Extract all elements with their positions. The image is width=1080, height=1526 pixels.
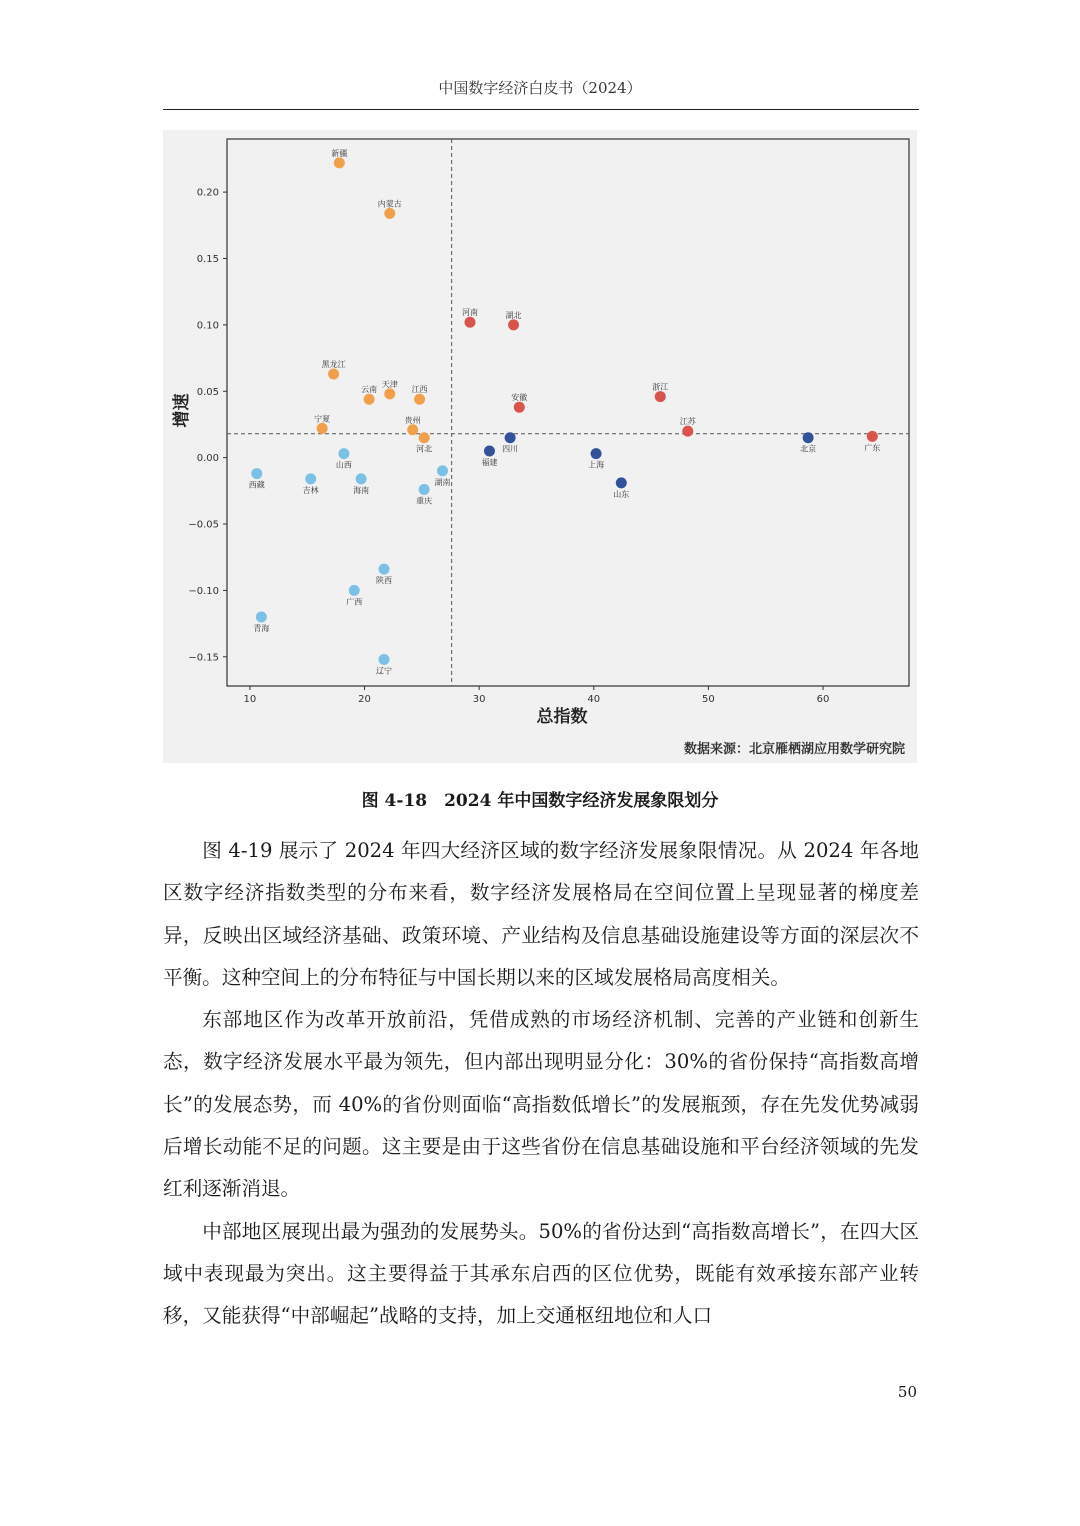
page-number: 50 bbox=[897, 1383, 917, 1401]
point-label: 湖北 bbox=[505, 310, 522, 320]
y-tick-label: 0.15 bbox=[196, 253, 219, 265]
y-tick-label: 0.00 bbox=[196, 453, 219, 465]
point-label: 山西 bbox=[335, 460, 352, 470]
data-point bbox=[655, 391, 666, 402]
data-point bbox=[464, 317, 475, 328]
x-tick-label: 60 bbox=[816, 694, 830, 705]
data-point bbox=[356, 473, 367, 484]
y-tick-label: −0.05 bbox=[188, 519, 219, 531]
x-tick-label: 10 bbox=[243, 694, 257, 705]
data-point bbox=[379, 564, 390, 575]
data-point bbox=[384, 388, 395, 399]
point-label: 福建 bbox=[481, 458, 498, 468]
point-label: 江苏 bbox=[679, 417, 696, 427]
point-label: 吉林 bbox=[302, 485, 319, 495]
point-label: 辽宁 bbox=[376, 666, 393, 676]
y-tick-label: 0.05 bbox=[196, 386, 219, 398]
data-point bbox=[305, 473, 316, 484]
data-point bbox=[338, 448, 349, 459]
body-text bbox=[163, 830, 919, 1338]
x-tick-label: 50 bbox=[702, 694, 715, 705]
y-tick-label: −0.10 bbox=[188, 585, 219, 597]
data-point bbox=[384, 208, 395, 219]
data-point bbox=[349, 585, 360, 596]
header-rule bbox=[163, 109, 919, 110]
x-tick-label: 20 bbox=[358, 694, 371, 705]
point-label: 广西 bbox=[346, 597, 363, 607]
point-label: 陕西 bbox=[376, 576, 393, 586]
paragraph: 中部地区展现出最为强劲的发展势头。50%的省份达到“高指数高增长”，在四大区域中表现最为突出。这主要得益于其承东启西的区位优势，既能有效承接东部产业转移，又能获得“中部崛起”战略的支持，加上交通枢纽地位和人口 bbox=[163, 1219, 919, 1328]
data-point bbox=[419, 432, 430, 443]
data-point bbox=[508, 319, 519, 330]
data-point bbox=[251, 468, 262, 479]
data-point bbox=[803, 432, 814, 443]
y-tick-label: 0.20 bbox=[196, 187, 219, 199]
point-label: 黑龙江 bbox=[321, 359, 346, 369]
point-label: 海南 bbox=[353, 485, 370, 495]
data-point bbox=[256, 611, 267, 622]
point-label: 上海 bbox=[588, 460, 605, 470]
x-tick-label: 30 bbox=[472, 694, 486, 705]
data-point bbox=[317, 423, 328, 434]
data-point bbox=[867, 431, 878, 442]
data-point bbox=[484, 446, 495, 457]
source-note: 数据来源：北京雁栖湖应用数学研究院 bbox=[683, 742, 905, 757]
point-label: 新疆 bbox=[331, 148, 348, 158]
point-label: 天津 bbox=[381, 379, 398, 389]
point-label: 浙江 bbox=[652, 382, 669, 392]
y-tick-label: 0.10 bbox=[196, 320, 219, 332]
point-label: 青海 bbox=[253, 623, 270, 633]
scatter-chart bbox=[163, 130, 917, 763]
figure-caption: 图 4-18 2024 年中国数字经济发展象限划分 bbox=[361, 791, 719, 811]
data-point bbox=[407, 424, 418, 435]
data-point bbox=[364, 394, 375, 405]
point-label: 重庆 bbox=[416, 496, 433, 506]
data-point bbox=[334, 157, 345, 168]
data-point bbox=[682, 426, 693, 437]
point-label: 四川 bbox=[502, 444, 519, 454]
point-label: 湖南 bbox=[434, 477, 451, 487]
point-label: 宁夏 bbox=[314, 414, 331, 424]
y-axis-label: 增速 bbox=[172, 393, 192, 428]
x-axis-label: 总指数 bbox=[536, 707, 588, 727]
point-label: 广东 bbox=[864, 443, 881, 453]
data-point bbox=[437, 465, 448, 476]
point-label: 西藏 bbox=[248, 480, 265, 490]
y-tick-label: −0.15 bbox=[188, 652, 219, 664]
point-label: 安徽 bbox=[511, 393, 528, 403]
data-point bbox=[514, 402, 525, 413]
point-label: 河南 bbox=[461, 308, 478, 318]
point-label: 河北 bbox=[416, 444, 433, 454]
data-point bbox=[328, 368, 339, 379]
paragraph: 东部地区作为改革开放前沿，凭借成熟的市场经济机制、完善的产业链和创新生态，数字经济发展水平最为领先，但内部出现明显分化：30%的省份保持“高指数高增长”的发展态势，而 40%的省份则面临“高指数低增长”的发展瓶颈，存在先发优势减弱后增长动能不足的问题。这主要是由于这些省份在信息基础设施和平台经济领域的先发红利逐渐消退。 bbox=[163, 1008, 919, 1201]
data-point bbox=[414, 394, 425, 405]
x-tick-label: 40 bbox=[587, 694, 601, 705]
paragraph: 图 4-19 展示了 2024 年四大经济区域的数字经济发展象限情况。从 2024 年各地区数字经济指数类型的分布来看，数字经济发展格局在空间位置上呈现显著的梯度差异，反映出区域经济基础、政策环境、产业结构及信息基础设施建设等方面的深层次不平衡。这种空间上的分布特征与中国长期以来的区域发展格局高度相关。 bbox=[163, 839, 919, 989]
point-label: 内蒙古 bbox=[377, 199, 402, 209]
point-label: 云南 bbox=[361, 385, 378, 395]
point-label: 山东 bbox=[613, 489, 630, 499]
data-point bbox=[591, 448, 602, 459]
chart-figure bbox=[163, 130, 917, 763]
point-label: 北京 bbox=[800, 444, 817, 454]
point-label: 江西 bbox=[411, 385, 428, 395]
data-point bbox=[419, 484, 430, 495]
point-label: 贵州 bbox=[404, 415, 421, 425]
plot-area bbox=[227, 139, 909, 686]
data-point bbox=[379, 654, 390, 665]
data-point bbox=[616, 477, 627, 488]
data-point bbox=[505, 432, 516, 443]
page-header: 中国数字经济白皮书（2024） bbox=[438, 79, 642, 97]
